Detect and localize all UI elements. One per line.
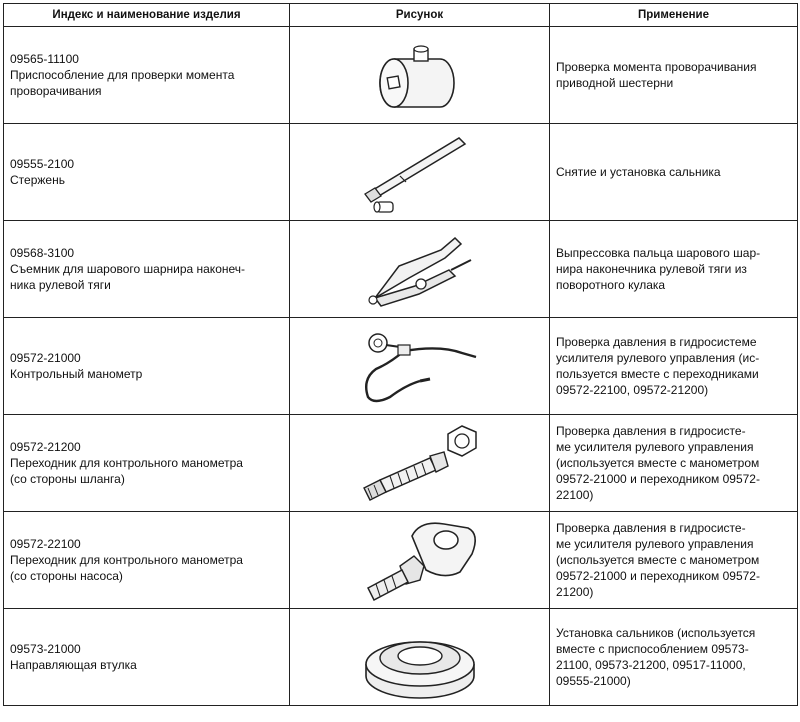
torque-tool-icon xyxy=(360,35,480,115)
picture-cell xyxy=(290,512,550,609)
picture-cell xyxy=(290,415,550,512)
item-code: 09572-21000 xyxy=(10,351,81,365)
item-name-line: Стержень xyxy=(10,173,65,187)
item-name-line: Переходник для контрольного манометра xyxy=(10,553,243,567)
table-header-row xyxy=(4,4,798,27)
picture-cell xyxy=(290,221,550,318)
picture-cell xyxy=(290,27,550,124)
usage-line: Установка сальников (используется xyxy=(556,626,756,640)
rod-icon xyxy=(355,128,485,216)
usage-line: 09572-22100, 09572-21200) xyxy=(556,383,709,397)
usage-cell xyxy=(550,512,798,609)
usage-cell xyxy=(550,609,798,706)
table-row xyxy=(4,124,798,221)
usage-line: ме усилителя рулевого управления xyxy=(556,440,754,454)
header-item: Индекс и наименование изделия xyxy=(4,4,290,27)
header-usage: Применение xyxy=(550,4,798,27)
usage-line: Проверка момента проворачивания xyxy=(556,60,757,74)
usage-line: 09572-21000 и переходником 09572- xyxy=(556,472,760,486)
usage-line: пользуется вместе с переходниками xyxy=(556,367,759,381)
item-code: 09572-22100 xyxy=(10,537,81,551)
item-code: 09573-21000 xyxy=(10,642,81,656)
item-name-line: Переходник для контрольного манометра xyxy=(10,456,243,470)
guide-bushing-icon xyxy=(350,612,490,702)
picture-cell xyxy=(290,124,550,221)
item-code: 09555-2100 xyxy=(10,157,75,171)
table-row xyxy=(4,318,798,415)
usage-line: приводной шестерни xyxy=(556,76,674,90)
item-cell xyxy=(4,512,290,609)
table-row xyxy=(4,27,798,124)
hose-adapter-icon xyxy=(350,418,490,508)
header-picture: Рисунок xyxy=(290,4,550,27)
table-row xyxy=(4,415,798,512)
usage-line: нира наконечника рулевой тяги из xyxy=(556,262,747,276)
item-cell xyxy=(4,318,290,415)
usage-line: 22100) xyxy=(556,488,594,502)
usage-line: 21200) xyxy=(556,585,594,599)
tools-table xyxy=(3,3,798,706)
usage-line: (используется вместе с манометром xyxy=(556,456,760,470)
item-name-line: Приспособление для проверки момента xyxy=(10,68,235,82)
usage-cell xyxy=(550,415,798,512)
usage-line: 09555-21000) xyxy=(556,674,631,688)
usage-line: Проверка давления в гидросистеме xyxy=(556,335,757,349)
usage-line: усилителя рулевого управления (ис- xyxy=(556,351,760,365)
item-cell xyxy=(4,124,290,221)
item-name-line: Съемник для шарового шарнира наконеч- xyxy=(10,262,246,276)
usage-line: ме усилителя рулевого управления xyxy=(556,537,754,551)
item-cell xyxy=(4,27,290,124)
usage-line: 21100, 09573-21200, 09517-11000, xyxy=(556,658,746,672)
usage-line: поворотного кулака xyxy=(556,278,666,292)
table-row xyxy=(4,221,798,318)
usage-cell xyxy=(550,221,798,318)
usage-line: Снятие и установка сальника xyxy=(556,165,721,179)
usage-line: Проверка давления в гидросисте- xyxy=(556,521,746,535)
pressure-gauge-icon xyxy=(350,323,490,409)
item-name-line: (со стороны шланга) xyxy=(10,472,125,486)
item-name-line: Направляющая втулка xyxy=(10,658,137,672)
table-row xyxy=(4,609,798,706)
item-name-line: (со стороны насоса) xyxy=(10,569,123,583)
picture-cell xyxy=(290,318,550,415)
usage-cell xyxy=(550,27,798,124)
usage-line: вместе с приспособлением 09573- xyxy=(556,642,749,656)
item-cell xyxy=(4,415,290,512)
usage-line: (используется вместе с манометром xyxy=(556,553,760,567)
item-name-line: проворачивания xyxy=(10,84,102,98)
item-code: 09572-21200 xyxy=(10,440,81,454)
item-cell xyxy=(4,609,290,706)
usage-line: 09572-21000 и переходником 09572- xyxy=(556,569,760,583)
ball-joint-puller-icon xyxy=(355,226,485,312)
usage-cell xyxy=(550,318,798,415)
table-row xyxy=(4,512,798,609)
usage-cell xyxy=(550,124,798,221)
item-code: 09568-3100 xyxy=(10,246,75,260)
usage-line: Проверка давления в гидросисте- xyxy=(556,424,746,438)
picture-cell xyxy=(290,609,550,706)
item-code: 09565-11100 xyxy=(10,52,79,66)
usage-line: Выпрессовка пальца шарового шар- xyxy=(556,246,761,260)
item-cell xyxy=(4,221,290,318)
pump-adapter-icon xyxy=(350,514,490,606)
item-name-line: ника рулевой тяги xyxy=(10,278,111,292)
item-name-line: Контрольный манометр xyxy=(10,367,143,381)
